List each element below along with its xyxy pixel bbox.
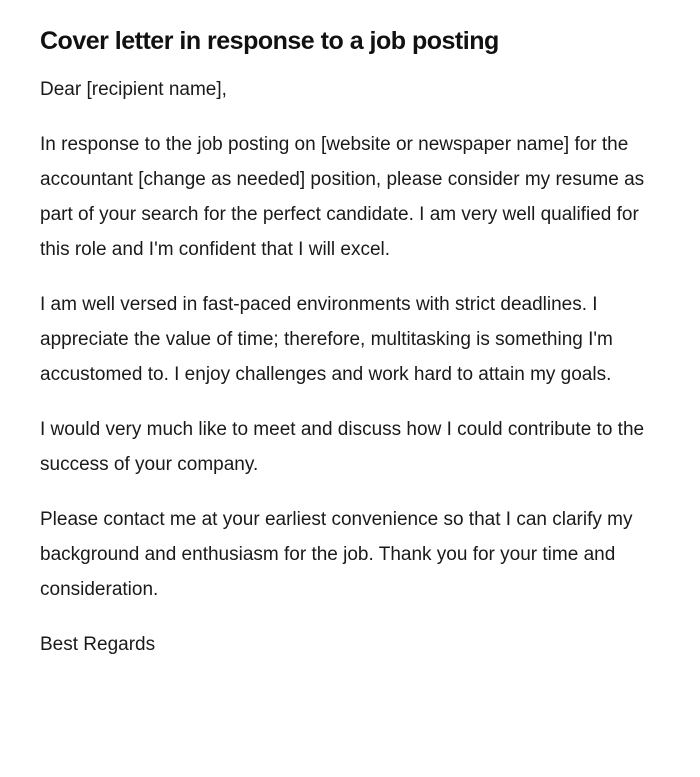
closing: Best Regards (40, 634, 156, 655)
body-paragraph: Please contact me at your earliest convenience so that I can clarify my background and enthusiasm for the job. Thank you for your time and consideration. (40, 509, 633, 600)
page-title: Cover letter in response to a job posting (40, 27, 499, 55)
body-paragraph: I am well versed in fast-paced environments with strict deadlines. I appreciate the value of time; therefore, multitasking is something I'm accustomed to. I enjoy challenges and work hard to attain my goals. (40, 294, 613, 385)
body-paragraph: I would very much like to meet and discuss how I could contribute to the success of your company. (40, 419, 645, 475)
letter-document (40, 24, 650, 662)
body-paragraph: In response to the job posting on [website or newspaper name] for the accountant [change as needed] position, please consider my resume as part of your search for the perfect candidate. I am very well qualified for this role and I'm confident that I will excel. (40, 134, 645, 260)
salutation: Dear [recipient name], (40, 79, 227, 100)
